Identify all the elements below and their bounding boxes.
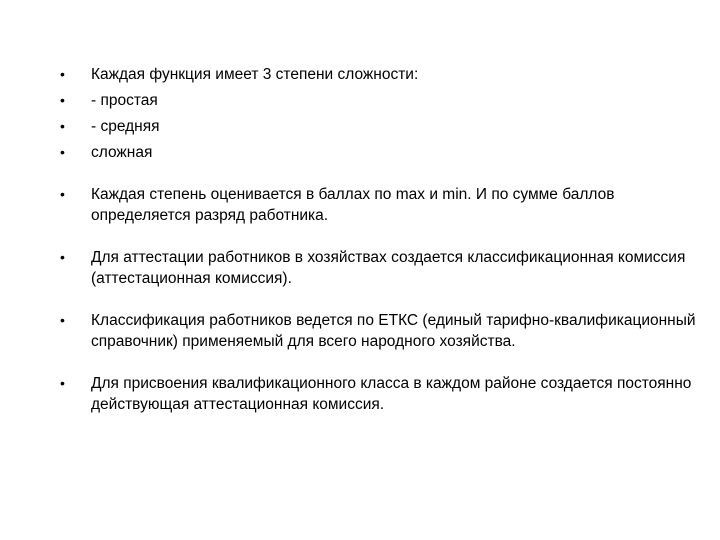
list-item-text: Для аттестации работников в хозяйствах создается классификационная комиссия (аттестационная комиссия). bbox=[91, 249, 686, 287]
list-item-text: сложная bbox=[91, 144, 153, 161]
bullet-icon: • bbox=[60, 92, 65, 108]
bullet-icon: • bbox=[60, 186, 65, 202]
list-item bbox=[60, 184, 700, 226]
list-item bbox=[60, 310, 700, 352]
list-item-text: - простая bbox=[91, 92, 158, 109]
bullet-icon: • bbox=[60, 375, 65, 391]
list-item bbox=[60, 373, 700, 415]
list-item-text: - средняя bbox=[91, 118, 160, 135]
bullet-icon: • bbox=[60, 249, 65, 265]
list-item bbox=[60, 64, 700, 85]
list-item-text: Классификация работников ведется по ЕТКС (единый тарифно-квалификационный справочник) применяемый для всего народного хозяйства. bbox=[91, 312, 696, 350]
bullet-list bbox=[60, 64, 700, 420]
bullet-icon: • bbox=[60, 118, 65, 134]
bullet-icon: • bbox=[60, 312, 65, 328]
list-item-text: Каждая степень оценивается в баллах по max и min. И по сумме баллов определяется разряд работника. bbox=[91, 186, 615, 224]
list-item bbox=[60, 116, 700, 137]
bullet-icon: • bbox=[60, 66, 65, 82]
list-item-text: Для присвоения квалификационного класса в каждом районе создается постоянно действующая аттестационная комиссия. bbox=[91, 375, 692, 413]
list-item bbox=[60, 247, 700, 289]
bullet-icon: • bbox=[60, 144, 65, 160]
list-item bbox=[60, 142, 700, 163]
list-item-text: Каждая функция имеет 3 степени сложности: bbox=[91, 66, 419, 83]
list-item bbox=[60, 90, 700, 111]
